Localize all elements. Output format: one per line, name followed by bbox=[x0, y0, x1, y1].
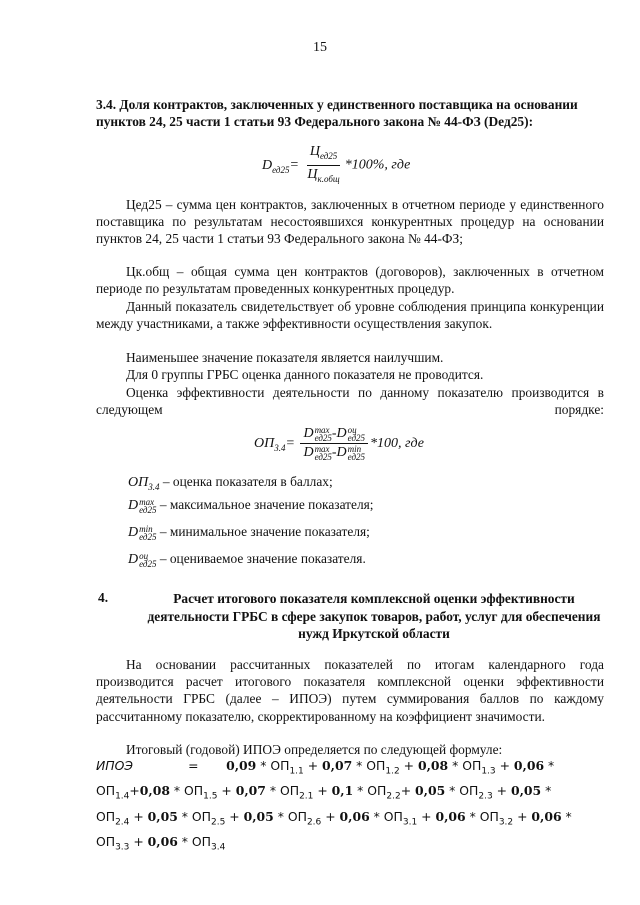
paragraph-order-text: Оценка эффективности деятельности по данному показателю производится в следующем порядке: bbox=[96, 385, 604, 418]
formula2-fraction bbox=[300, 426, 368, 461]
definition-c-ed25: Цед25 – сумма цен контрактов, заключенных в отчетном периоде у единственного поставщика по результатам несостоявшихся конкурентных процедур на основании пунктов 24, 25 части 1 статьи 93 Федерального закона № 44-ФЗ; bbox=[96, 197, 604, 247]
section-heading-3-4 bbox=[96, 96, 604, 130]
var-min-text: – минимальное значение показателя; bbox=[159, 524, 370, 539]
ipoe-formula bbox=[96, 756, 616, 858]
formula2-tail: *100, где bbox=[370, 435, 424, 451]
var-op bbox=[128, 474, 333, 492]
ipoe-line-3: $ОП_{2.4} + 0,05 * ОП_{2.5} + 0,05 * ОП_{2.6} + 0,06 * ОП_{3.1} + 0,06 * ОП_{3.2} + 0,06$ * bbox=[96, 808, 572, 828]
section-4-paragraph-2: Итоговый (годовой) ИПОЭ определяется по следующей формуле: bbox=[126, 742, 503, 757]
formula1-numerator: $Ц_{ед25}$ bbox=[307, 144, 340, 166]
var-oc-text: – оцениваемое значение показателя. bbox=[159, 551, 366, 566]
formula-op-3-4 bbox=[254, 426, 424, 461]
var-max-text: – максимальное значение показателя; bbox=[159, 497, 374, 512]
formula1-lhs: $D_{ед25}$ bbox=[262, 157, 290, 175]
paragraph-order bbox=[96, 384, 604, 418]
formula2-lhs: $ОП_{3.4}$ bbox=[254, 435, 286, 453]
paragraph-indicator: Данный показатель свидетельствует об уровне соблюдения принципа конкуренции между участниками, а также эффективности осуществления закупок. bbox=[96, 299, 604, 332]
heading-text: 3.4. Доля контрактов, заключенных у единственного поставщика на основании пунктов 24, 25 части 1 статьи 93 Федерального закона № 44-ФЗ (Dед25): bbox=[96, 97, 578, 130]
var-op-text: – оценка показателя в баллах; bbox=[162, 474, 333, 489]
var-max bbox=[128, 497, 374, 514]
formula1-fraction bbox=[304, 144, 342, 187]
formula1-denominator: $Ц_{к.общ}$ bbox=[307, 166, 340, 184]
var-oc bbox=[128, 551, 366, 568]
formula2-eq: = bbox=[285, 435, 295, 451]
page-number: 15 bbox=[313, 40, 327, 55]
paragraph-group0: Для 0 группы ГРБС оценка данного показателя не проводится. bbox=[126, 367, 484, 382]
var-op-symbol: $ОП_{3.4}$ bbox=[128, 475, 160, 492]
ipoe-line-2: $ОП_{1.4}+0,08 * ОП_{1.5} + 0,07 * ОП_{2.1} + 0,1 * ОП_{2.2}+ 0,05 * ОП_{2.3} + 0,05$ * bbox=[96, 783, 552, 802]
var-min-symbol: D min ед25 bbox=[128, 523, 157, 542]
section-4-paragraph-1: На основании рассчитанных показателей по итогам календарного года производится расчет итогового показателя комплексной оценки эффективности деятельности ГРБС (далее – ИПОЭ) путем суммирования баллов по каждому рассчитанному показателю, скорректированному на коэффициент значимости. bbox=[96, 657, 604, 724]
section-4-number: 4. bbox=[98, 590, 109, 605]
formula1-eq: = bbox=[289, 157, 299, 173]
paragraph-min-best: Наименьшее значение показателя является наилучшим. bbox=[126, 350, 444, 365]
formula-d-ed25 bbox=[262, 144, 410, 187]
definition-c-kobsh: Цк.общ – общая сумма цен контрактов (договоров), заключенных в отчетном периоде по результатам проведенных конкурентных процедур. bbox=[96, 264, 604, 297]
ipoe-line-1: ИПОЭ = $0,09 * ОП_{1.1} + 0,07 * ОП_{1.2} + 0,08 * ОП_{1.3} + 0,06$ * bbox=[96, 758, 555, 777]
var-min bbox=[128, 524, 370, 541]
formula2-denominator: D max ед25 -D min ед25 bbox=[303, 444, 365, 463]
var-oc-symbol: D оц ед25 bbox=[128, 550, 157, 569]
formula2-numerator: D max ед25 -D оц ед25 bbox=[300, 426, 368, 444]
formula1-tail: *100%, где bbox=[344, 157, 411, 173]
ipoe-line-4: $ОП_{3.3} + 0,06 * ОП_{3.4}$ bbox=[96, 834, 226, 853]
var-max-symbol: D max ед25 bbox=[128, 496, 157, 515]
section-4-title: Расчет итогового показателя комплексной оценки эффективности деятельности ГРБС в сфере закупок товаров, работ, услуг для обеспечения нужд Иркутской области bbox=[147, 591, 601, 641]
